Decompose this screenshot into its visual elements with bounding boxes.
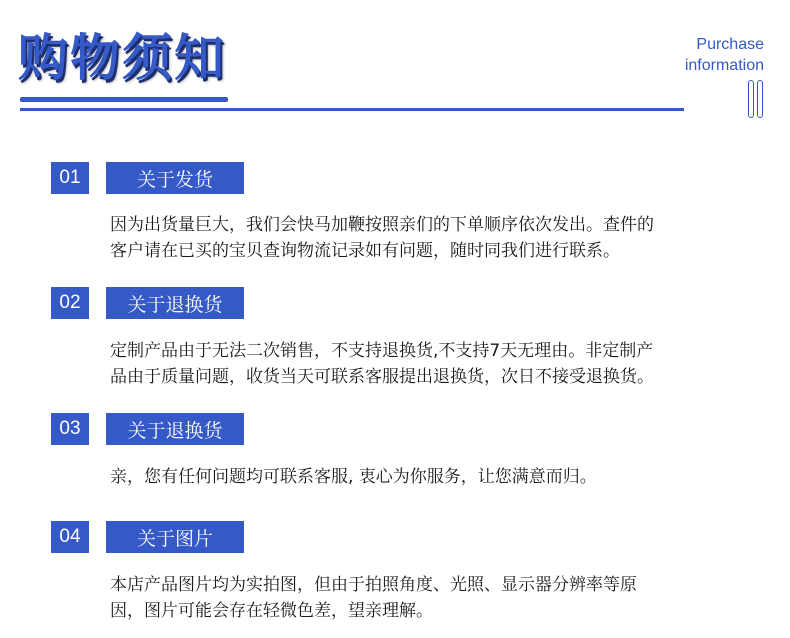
- decor-bar: [757, 80, 763, 118]
- section-text-line: 因，图片可能会存在轻微色差，望亲理解。: [110, 601, 433, 621]
- section-number-badge: 03: [51, 413, 89, 445]
- section-label-badge: 关于退换货: [106, 287, 244, 319]
- section-label-badge: 关于退换货: [106, 413, 244, 445]
- english-title: [644, 34, 764, 76]
- section-text: [110, 338, 760, 390]
- english-title-line1: Purchase: [696, 36, 764, 53]
- title-underline: [20, 97, 228, 102]
- page-title: 购物须知: [18, 29, 226, 87]
- section-text-line: 定制产品由于无法二次销售，不支持退换货,不支持7天无理由。非定制产: [110, 341, 654, 361]
- header-divider: [20, 108, 684, 111]
- section-label-badge: 关于发货: [106, 162, 244, 194]
- english-title-line2: information: [684, 57, 764, 74]
- section-text: [110, 212, 760, 264]
- section-text: [110, 464, 760, 490]
- section-text-line: 本店产品图片均为实拍图，但由于拍照角度、光照、显示器分辨率等原: [110, 575, 637, 595]
- section-text: [110, 572, 760, 624]
- section-number-badge: 02: [51, 287, 89, 319]
- decor-bar: [748, 80, 754, 118]
- section-text-line: 因为出货量巨大，我们会快马加鞭按照亲们的下单顺序依次发出。查件的: [110, 215, 654, 235]
- section-text-line: 亲，您有任何问题均可联系客服, 衷心为你服务，让您满意而归。: [110, 467, 597, 487]
- double-bar-decoration: [746, 80, 766, 118]
- section-number-badge: 01: [51, 162, 89, 194]
- section-text-line: 品由于质量问题，收货当天可联系客服提出退换货，次日不接受退换货。: [110, 367, 654, 387]
- section-number-badge: 04: [51, 521, 89, 553]
- section-label-badge: 关于图片: [106, 521, 244, 553]
- section-text-line: 客户请在已买的宝贝查询物流记录如有问题，随时同我们进行联系。: [110, 241, 620, 261]
